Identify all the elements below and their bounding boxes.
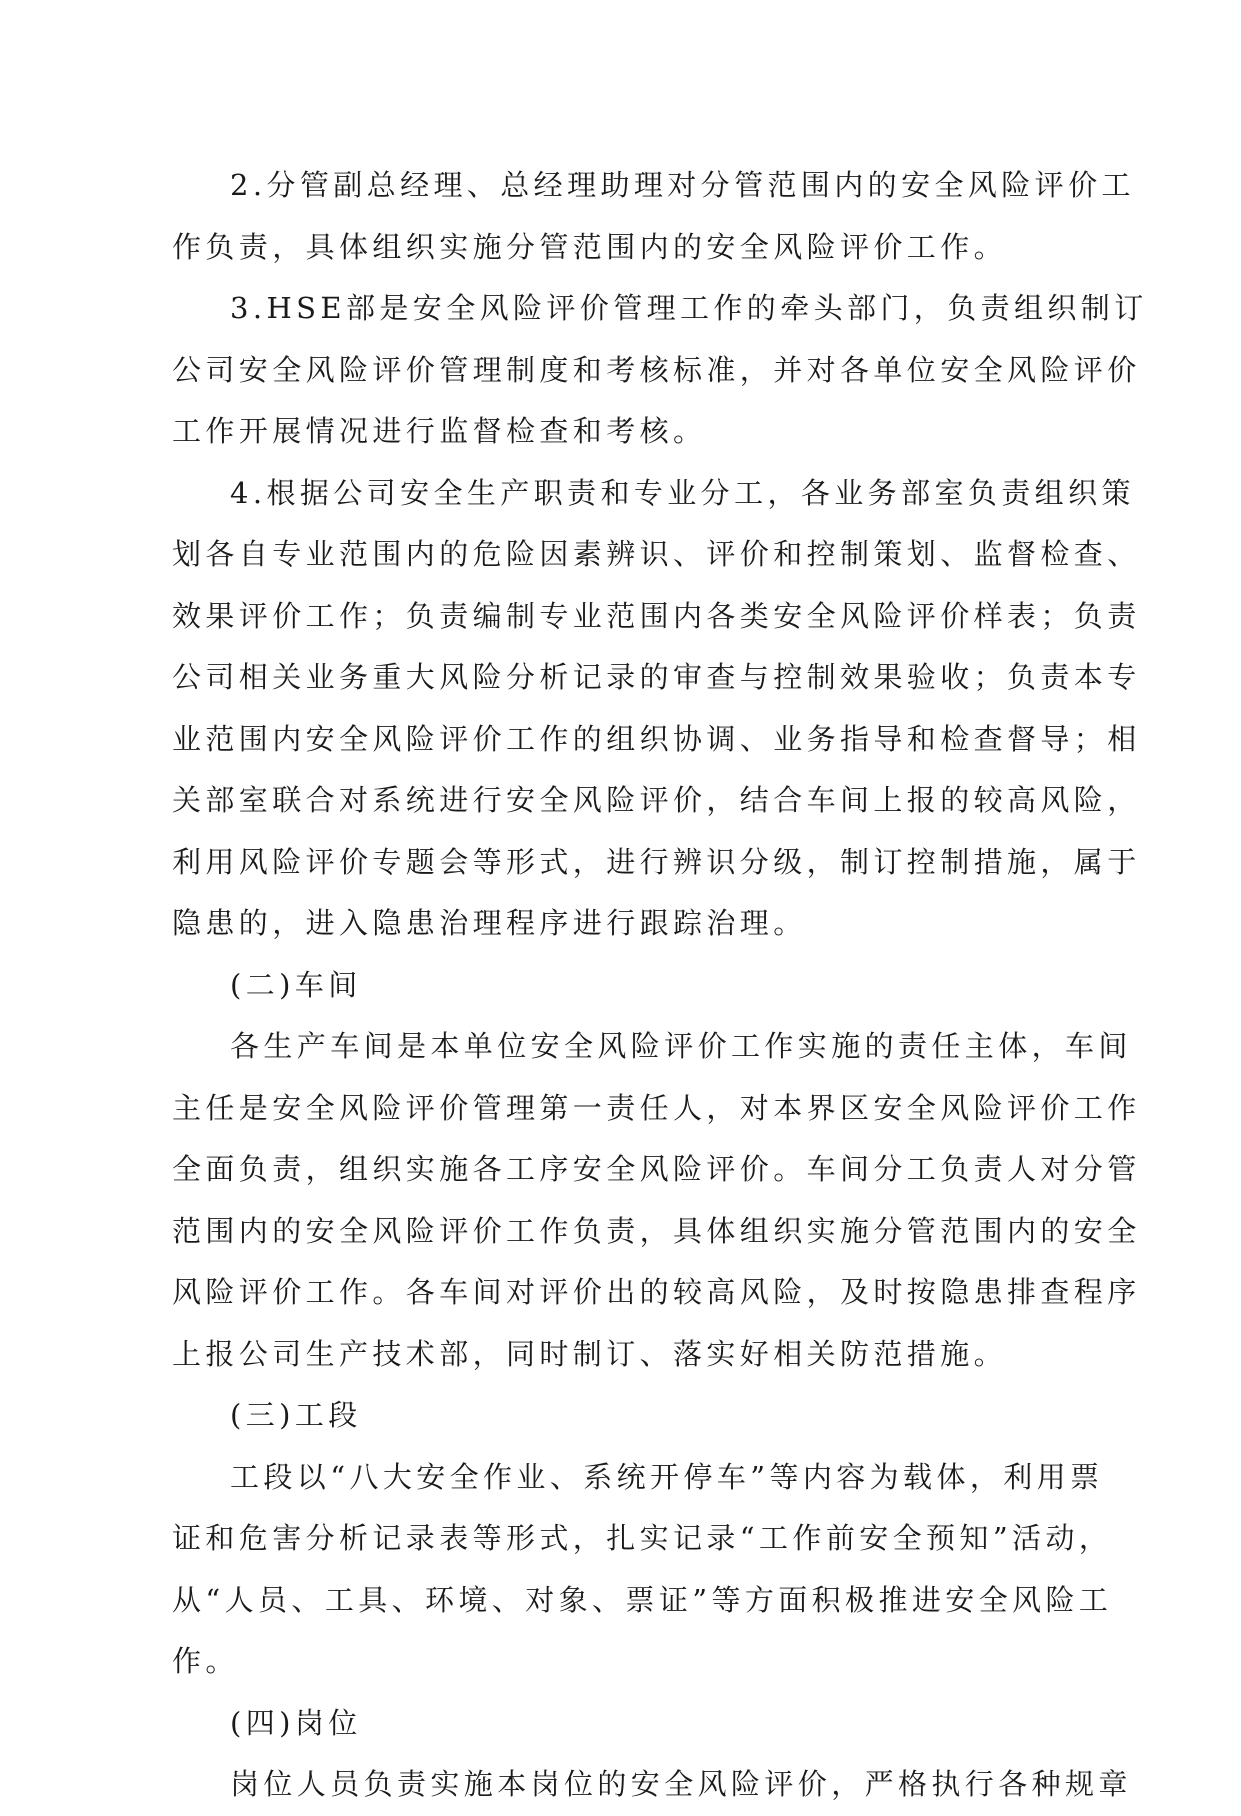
paragraph-line: 各生产车间是本单位安全风险评价工作实施的责任主体，车间 — [230, 1029, 1132, 1063]
paragraph-line: 4.根据公司安全生产职责和专业分工，各业务部室负责组织策 — [230, 475, 1135, 510]
paragraph-line: 3.HSE部是安全风险评价管理工作的牵头部门，负责组织制订 — [230, 291, 1148, 325]
paragraph-line: 岗位人员负责实施本岗位的安全风险评价，严格执行各种规章 — [230, 1767, 1132, 1801]
section-heading: (四)岗位 — [230, 1705, 362, 1740]
paragraph-line: 利用风险评价专题会等形式，进行辨识分级，制订控制措施，属于 — [172, 844, 1141, 879]
paragraph-line: 作。 — [172, 1644, 239, 1678]
paragraph-line: 效果评价工作；负责编制专业范围内各类安全风险评价样表；负责 — [172, 598, 1141, 633]
paragraph-line: 证和危害分析记录表等形式，扎实记录“工作前安全预知”活动， — [172, 1521, 1113, 1555]
paragraph-line: 业范围内安全风险评价工作的组织协调、业务指导和检查督导；相 — [172, 721, 1141, 756]
paragraph-line: 上报公司生产技术部，同时制订、落实好相关防范措施。 — [172, 1336, 1008, 1371]
paragraph-line: 工段以“八大安全作业、系统开停车”等内容为载体，利用票 — [230, 1459, 1104, 1494]
paragraph-line: 主任是安全风险评价管理第一责任人，对本界区安全风险评价工作 — [172, 1090, 1141, 1125]
paragraph-line: 隐患的，进入隐患治理程序进行跟踪治理。 — [172, 906, 807, 940]
paragraph-line: 工作开展情况进行监督检查和考核。 — [172, 414, 707, 448]
paragraph-line: 作负责，具体组织实施分管范围内的安全风险评价工作。 — [172, 229, 1008, 264]
paragraph-line: 风险评价工作。各车间对评价出的较高风险，及时按隐患排查程序 — [172, 1275, 1141, 1309]
paragraph-line: 从“人员、工具、环境、对象、票证”等方面积极推进安全风险工 — [172, 1582, 1113, 1617]
paragraph-line: 全面负责，组织实施各工序安全风险评价。车间分工负责人对分管 — [172, 1152, 1141, 1186]
paragraph-line: 范围内的安全风险评价工作负责，具体组织实施分管范围内的安全 — [172, 1213, 1141, 1248]
paragraph-line: 关部室联合对系统进行安全风险评价，结合车间上报的较高风险， — [172, 783, 1141, 817]
paragraph-line: 2.分管副总经理、总经理助理对分管范围内的安全风险评价工 — [230, 168, 1135, 202]
section-heading: (二)车间 — [230, 967, 362, 1002]
document-body — [172, 155, 1148, 1816]
section-heading: (三)工段 — [230, 1398, 362, 1432]
paragraph-line: 划各自专业范围内的危险因素辨识、评价和控制策划、监督检查、 — [172, 537, 1141, 571]
paragraph-line: 公司安全风险评价管理制度和考核标准，并对各单位安全风险评价 — [172, 352, 1141, 387]
paragraph-line: 公司相关业务重大风险分析记录的审查与控制效果验收；负责本专 — [172, 660, 1141, 694]
